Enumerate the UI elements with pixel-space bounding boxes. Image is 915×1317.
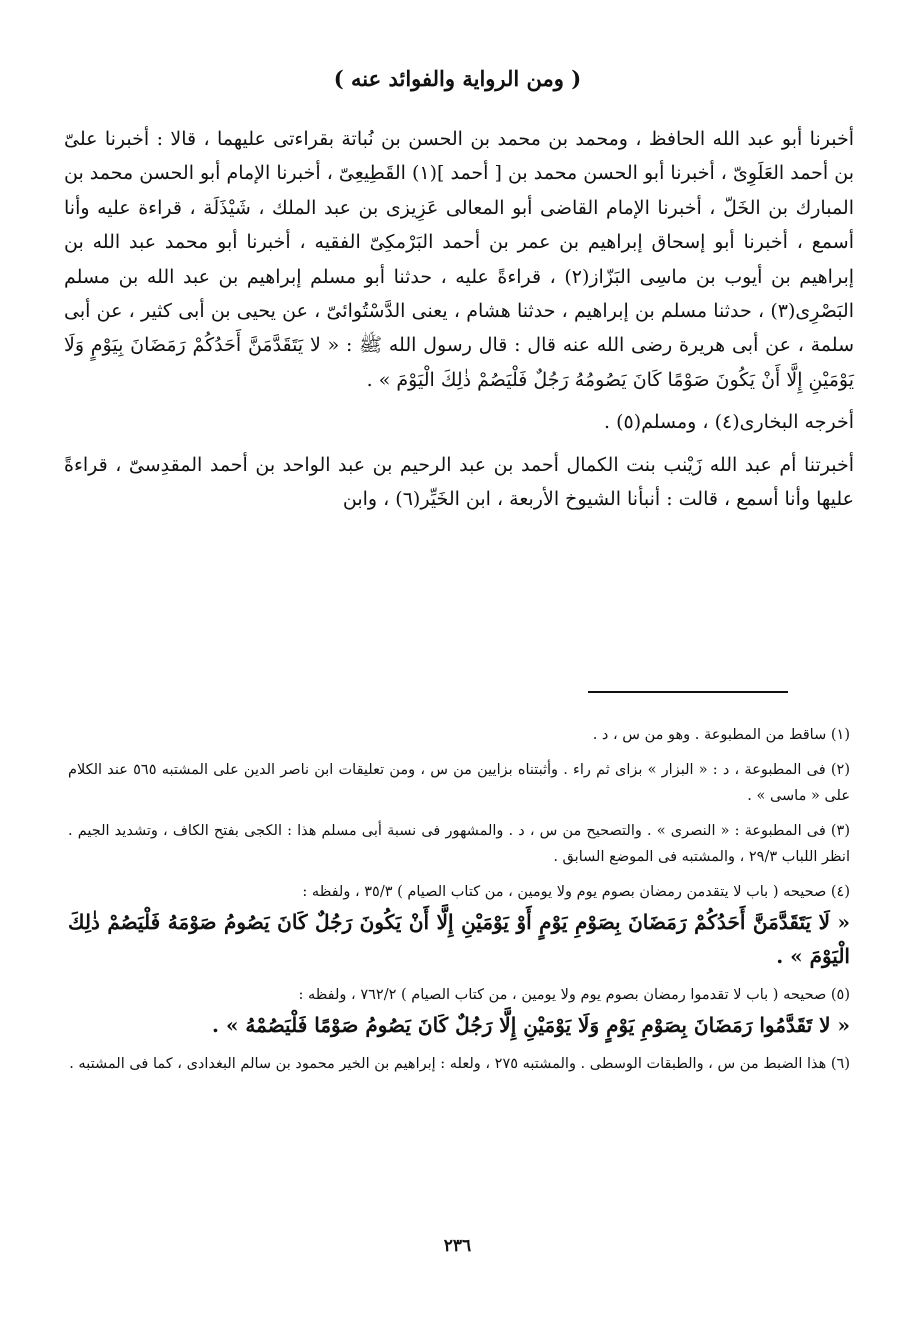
footnote-text: (٣) فى المطبوعة : « النصرى » . والتصحيح من س ، د . والمشهور فى نسبة أبى مسلم هذا : الكجى بفتح الكاف ، وتشديد الجيم . انظر اللباب ٢٩/٣ ، والمشتبه فى الموضع السابق .: [68, 823, 850, 865]
page-header: ( ومن الرواية والفوائد عنه ): [333, 66, 582, 91]
paragraph-hadith-chain: أخبرنا أبو عبد الله الحافظ ، ومحمد بن محمد بن الحسن بن نُباتة بقراءتى عليهما ، قالا : أخبرنا علىّ بن أحمد العَلَوِىّ ، أخبرنا أبو الحسن محمد بن [ أحمد ](١) القَطِيعِىّ ، أخبرنا الإمام أبو الحسن محمد بن المبارك بن الخَلّ ، أخبرنا الإمام القاضى أبو المعالى عَزِيزى بن عبد الملك ، شَيْذَلَة ، قراءة عليه وأنا أسمع ، أخبرنا أبو إسحاق إبراهيم بن عمر بن أحمد البَرْمكِىّ الفقيه ، أخبرنا أبو محمد عبد الله بن إبراهيم بن أيوب بن ماسِى البَزّاز(٢) ، قراءةً عليه ، حدثنا أبو مسلم إبراهيم بن عبد الله بن مسلم البَصْرِى(٣) ، حدثنا مسلم بن إبراهيم ، حدثنا هشام ، يعنى الدَّسْتُوائىّ ، عن يحيى بن أبى كثير ، عن أبى سلمة ، عن أبى هريرة رضى الله عنه قال : قال رسول الله ﷺ : « لا يَتَقَدَّمَنَّ أَحَدُكُمْ رَمَضَانَ بِيَوْمٍ وَلَا يَوْمَيْنِ إِلَّا أَنْ يَكُونَ صَوْمًا كَانَ يَصُومُهُ رَجُلٌ فَلْيَصُمْ ذٰلِكَ الْيَوْمَ » .: [64, 128, 855, 391]
footnote-text: (٢) فى المطبوعة ، د : « البزار » بزاى ثم راء . وأثبتناه بزايين من س ، ومن تعليقات ابن ناصر الدين على المشتبه ٥٦٥ عند الكلام على « ماسى » .: [68, 762, 850, 804]
footnote-quote: « لا تَقَدَّمُوا رَمَضَانَ بِصَوْمِ يَوْمٍ وَلَا يَوْمَيْنِ إِلَّا رَجُلٌ كَانَ يَصُومُ صَوْمًا فَلْيَصُمْهُ » .: [212, 1013, 850, 1037]
footnote-text: (٥) صحيحه ( باب لا تقدموا رمضان بصوم يوم ولا يومين ، من كتاب الصيام ) ٧٦٢/٢ ، ولفظه :: [298, 987, 850, 1003]
footnote-text: (١) ساقط من المطبوعة . وهو من س ، د .: [592, 727, 850, 743]
paragraph-takhrij: أخرجه البخارى(٤) ، ومسلم(٥) .: [603, 411, 854, 434]
footnote-text: (٦) هذا الضبط من س ، والطبقات الوسطى . والمشتبه ٢٧٥ ، ولعله : إبراهيم بن الخير محمود بن سالم البغدادى ، كما فى المشتبه .: [69, 1056, 850, 1072]
footnotes: [68, 722, 850, 1086]
footnote-1: [68, 722, 850, 748]
footnote-text: (٤) صحيحه ( باب لا يتقدمن رمضان بصوم يوم ولا يومين ، من كتاب الصيام ) ٣٥/٣ ، ولفظه :: [302, 884, 850, 900]
footnote-quote: « لَا يَتَقَدَّمَنَّ أَحَدُكُمْ رَمَضَانَ بِصَوْمِ يَوْمٍ أَوْ يَوْمَيْنِ إِلَّا أَنْ يَكُونَ رَجُلٌ كَانَ يَصُومُ صَوْمَهُ فَلْيَصُمْ ذٰلِكَ الْيَوْمَ » .: [68, 910, 850, 968]
main-text: [64, 122, 854, 516]
paragraph-second-chain: أخبرتنا أم عبد الله زَيْنب بنت الكمال أحمد بن عبد الرحيم بن عبد الواحد بن أحمد المقدِسىّ ، قراءةً عليها وأنا أسمع ، قالت : أنبأنا الشيوخ الأربعة ، ابن الخَيِّر(٦) ، وابن: [64, 453, 854, 511]
footnote-5: [68, 982, 850, 1042]
footnote-4: [68, 879, 850, 973]
footnote-separator: [588, 691, 788, 693]
page-number: ٢٣٦: [443, 1236, 472, 1256]
footnote-3: [68, 818, 850, 870]
footnote-6: [68, 1051, 850, 1077]
footnote-2: [68, 757, 850, 809]
